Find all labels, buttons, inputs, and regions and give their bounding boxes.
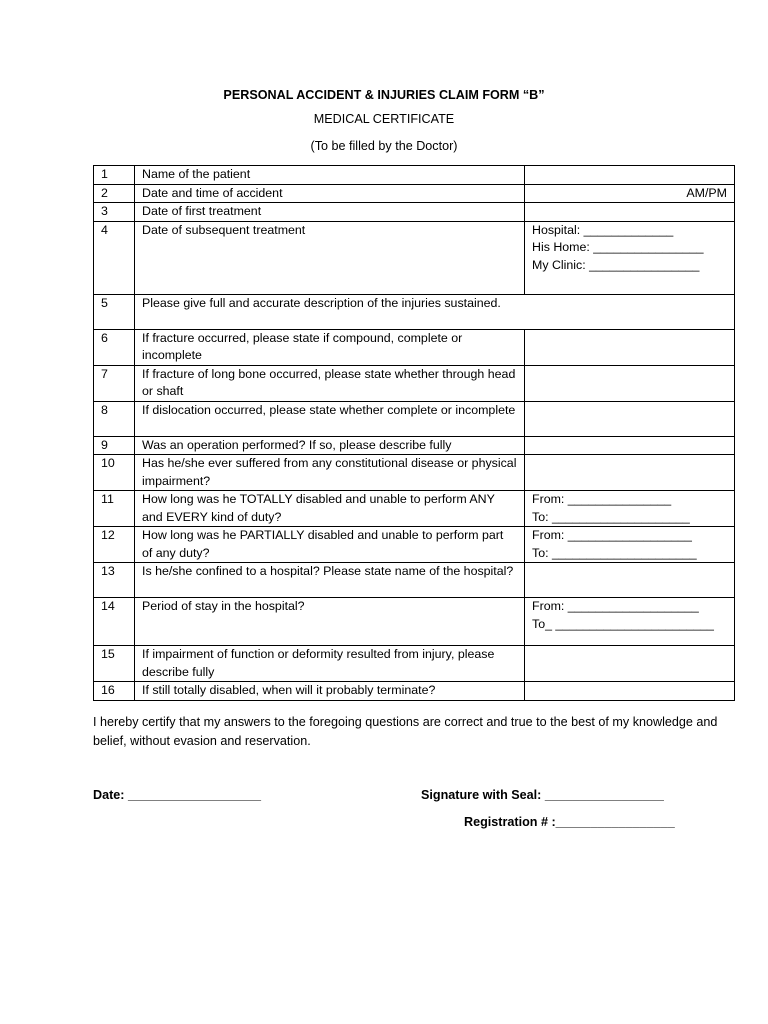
row-answer[interactable]: [525, 203, 735, 222]
table-row: [94, 527, 735, 563]
row-answer[interactable]: [525, 527, 735, 563]
table-row: [94, 491, 735, 527]
signature-field[interactable]: Signature with Seal: _________________: [421, 788, 664, 802]
form-subtitle: MEDICAL CERTIFICATE: [313, 112, 455, 126]
row-number: 5: [94, 294, 135, 329]
row-question: Was an operation performed? If so, please describe fully: [135, 436, 525, 455]
table-row: [94, 682, 735, 701]
row-answer[interactable]: [525, 436, 735, 455]
row-number: 7: [94, 365, 135, 401]
table-row: [94, 563, 735, 598]
row-answer[interactable]: [525, 563, 735, 598]
row-question: Is he/she confined to a hospital? Please state name of the hospital?: [135, 563, 525, 598]
row-number: 16: [94, 682, 135, 701]
row-answer[interactable]: [525, 646, 735, 682]
from-field[interactable]: From: __________________: [532, 528, 692, 542]
table-row: [94, 598, 735, 646]
row-answer[interactable]: [525, 166, 735, 185]
table-row: [94, 329, 735, 365]
row-number: 9: [94, 436, 135, 455]
row-number: 1: [94, 166, 135, 185]
table-row: [94, 401, 735, 436]
row-number: 14: [94, 598, 135, 646]
to-field[interactable]: To: ____________________: [532, 509, 690, 524]
row-question: Has he/she ever suffered from any constitutional disease or physical impairment?: [135, 455, 525, 491]
table-row: [94, 436, 735, 455]
row-answer[interactable]: AM/PM: [525, 184, 735, 203]
row-answer[interactable]: [525, 682, 735, 701]
row-question: How long was he PARTIALLY disabled and unable to perform part of any duty?: [135, 527, 525, 563]
row-question: If fracture occurred, please state if compound, complete or incomplete: [135, 329, 525, 365]
row-question: How long was he TOTALLY disabled and unable to perform ANY and EVERY kind of duty?: [135, 491, 525, 527]
his-home-field[interactable]: His Home: ________________: [532, 240, 704, 254]
row-question[interactable]: Please give full and accurate description of the injuries sustained.: [135, 294, 735, 329]
my-clinic-field[interactable]: My Clinic: ________________: [532, 257, 700, 272]
to-field[interactable]: To_ _______________________: [532, 616, 714, 631]
table-row: [94, 294, 735, 329]
row-question: Date and time of accident: [135, 184, 525, 203]
from-field[interactable]: From: _______________: [532, 492, 672, 506]
row-question: If dislocation occurred, please state whether complete or incomplete: [135, 401, 525, 436]
table-row: [94, 646, 735, 682]
row-answer[interactable]: [525, 329, 735, 365]
certification-statement: I hereby certify that my answers to the foregoing questions are correct and true to the best of my knowledge and belief, without evasion and reservation.: [93, 715, 718, 748]
from-field[interactable]: From: ___________________: [532, 599, 699, 613]
row-answer[interactable]: [525, 221, 735, 294]
table-row: [94, 365, 735, 401]
form-title: PERSONAL ACCIDENT & INJURIES CLAIM FORM “B”: [223, 88, 545, 102]
row-number: 12: [94, 527, 135, 563]
row-number: 2: [94, 184, 135, 203]
table-row: [94, 455, 735, 491]
row-question: Period of stay in the hospital?: [135, 598, 525, 646]
row-question: If fracture of long bone occurred, please state whether through head or shaft: [135, 365, 525, 401]
row-number: 11: [94, 491, 135, 527]
row-question: If still totally disabled, when will it probably terminate?: [135, 682, 525, 701]
row-answer[interactable]: [525, 401, 735, 436]
row-number: 6: [94, 329, 135, 365]
row-number: 13: [94, 563, 135, 598]
table-row: [94, 166, 735, 185]
row-question: If impairment of function or deformity resulted from injury, please describe fully: [135, 646, 525, 682]
hospital-field[interactable]: Hospital: _____________: [532, 222, 674, 237]
table-row: [94, 203, 735, 222]
row-number: 4: [94, 221, 135, 294]
claim-form-table: [93, 165, 735, 701]
to-field[interactable]: To: _____________________: [532, 545, 697, 560]
row-number: 3: [94, 203, 135, 222]
row-number: 15: [94, 646, 135, 682]
row-answer[interactable]: [525, 365, 735, 401]
row-number: 10: [94, 455, 135, 491]
registration-field[interactable]: Registration # :_________________: [464, 815, 675, 829]
row-question: Date of subsequent treatment: [135, 221, 525, 294]
table-row: [94, 221, 735, 294]
form-note: (To be filled by the Doctor): [310, 139, 458, 153]
row-question: Name of the patient: [135, 166, 525, 185]
row-question: Date of first treatment: [135, 203, 525, 222]
row-number: 8: [94, 401, 135, 436]
date-field[interactable]: Date: ___________________: [93, 788, 262, 802]
row-answer[interactable]: [525, 491, 735, 527]
row-answer[interactable]: [525, 598, 735, 646]
table-row: [94, 184, 735, 203]
row-answer[interactable]: [525, 455, 735, 491]
